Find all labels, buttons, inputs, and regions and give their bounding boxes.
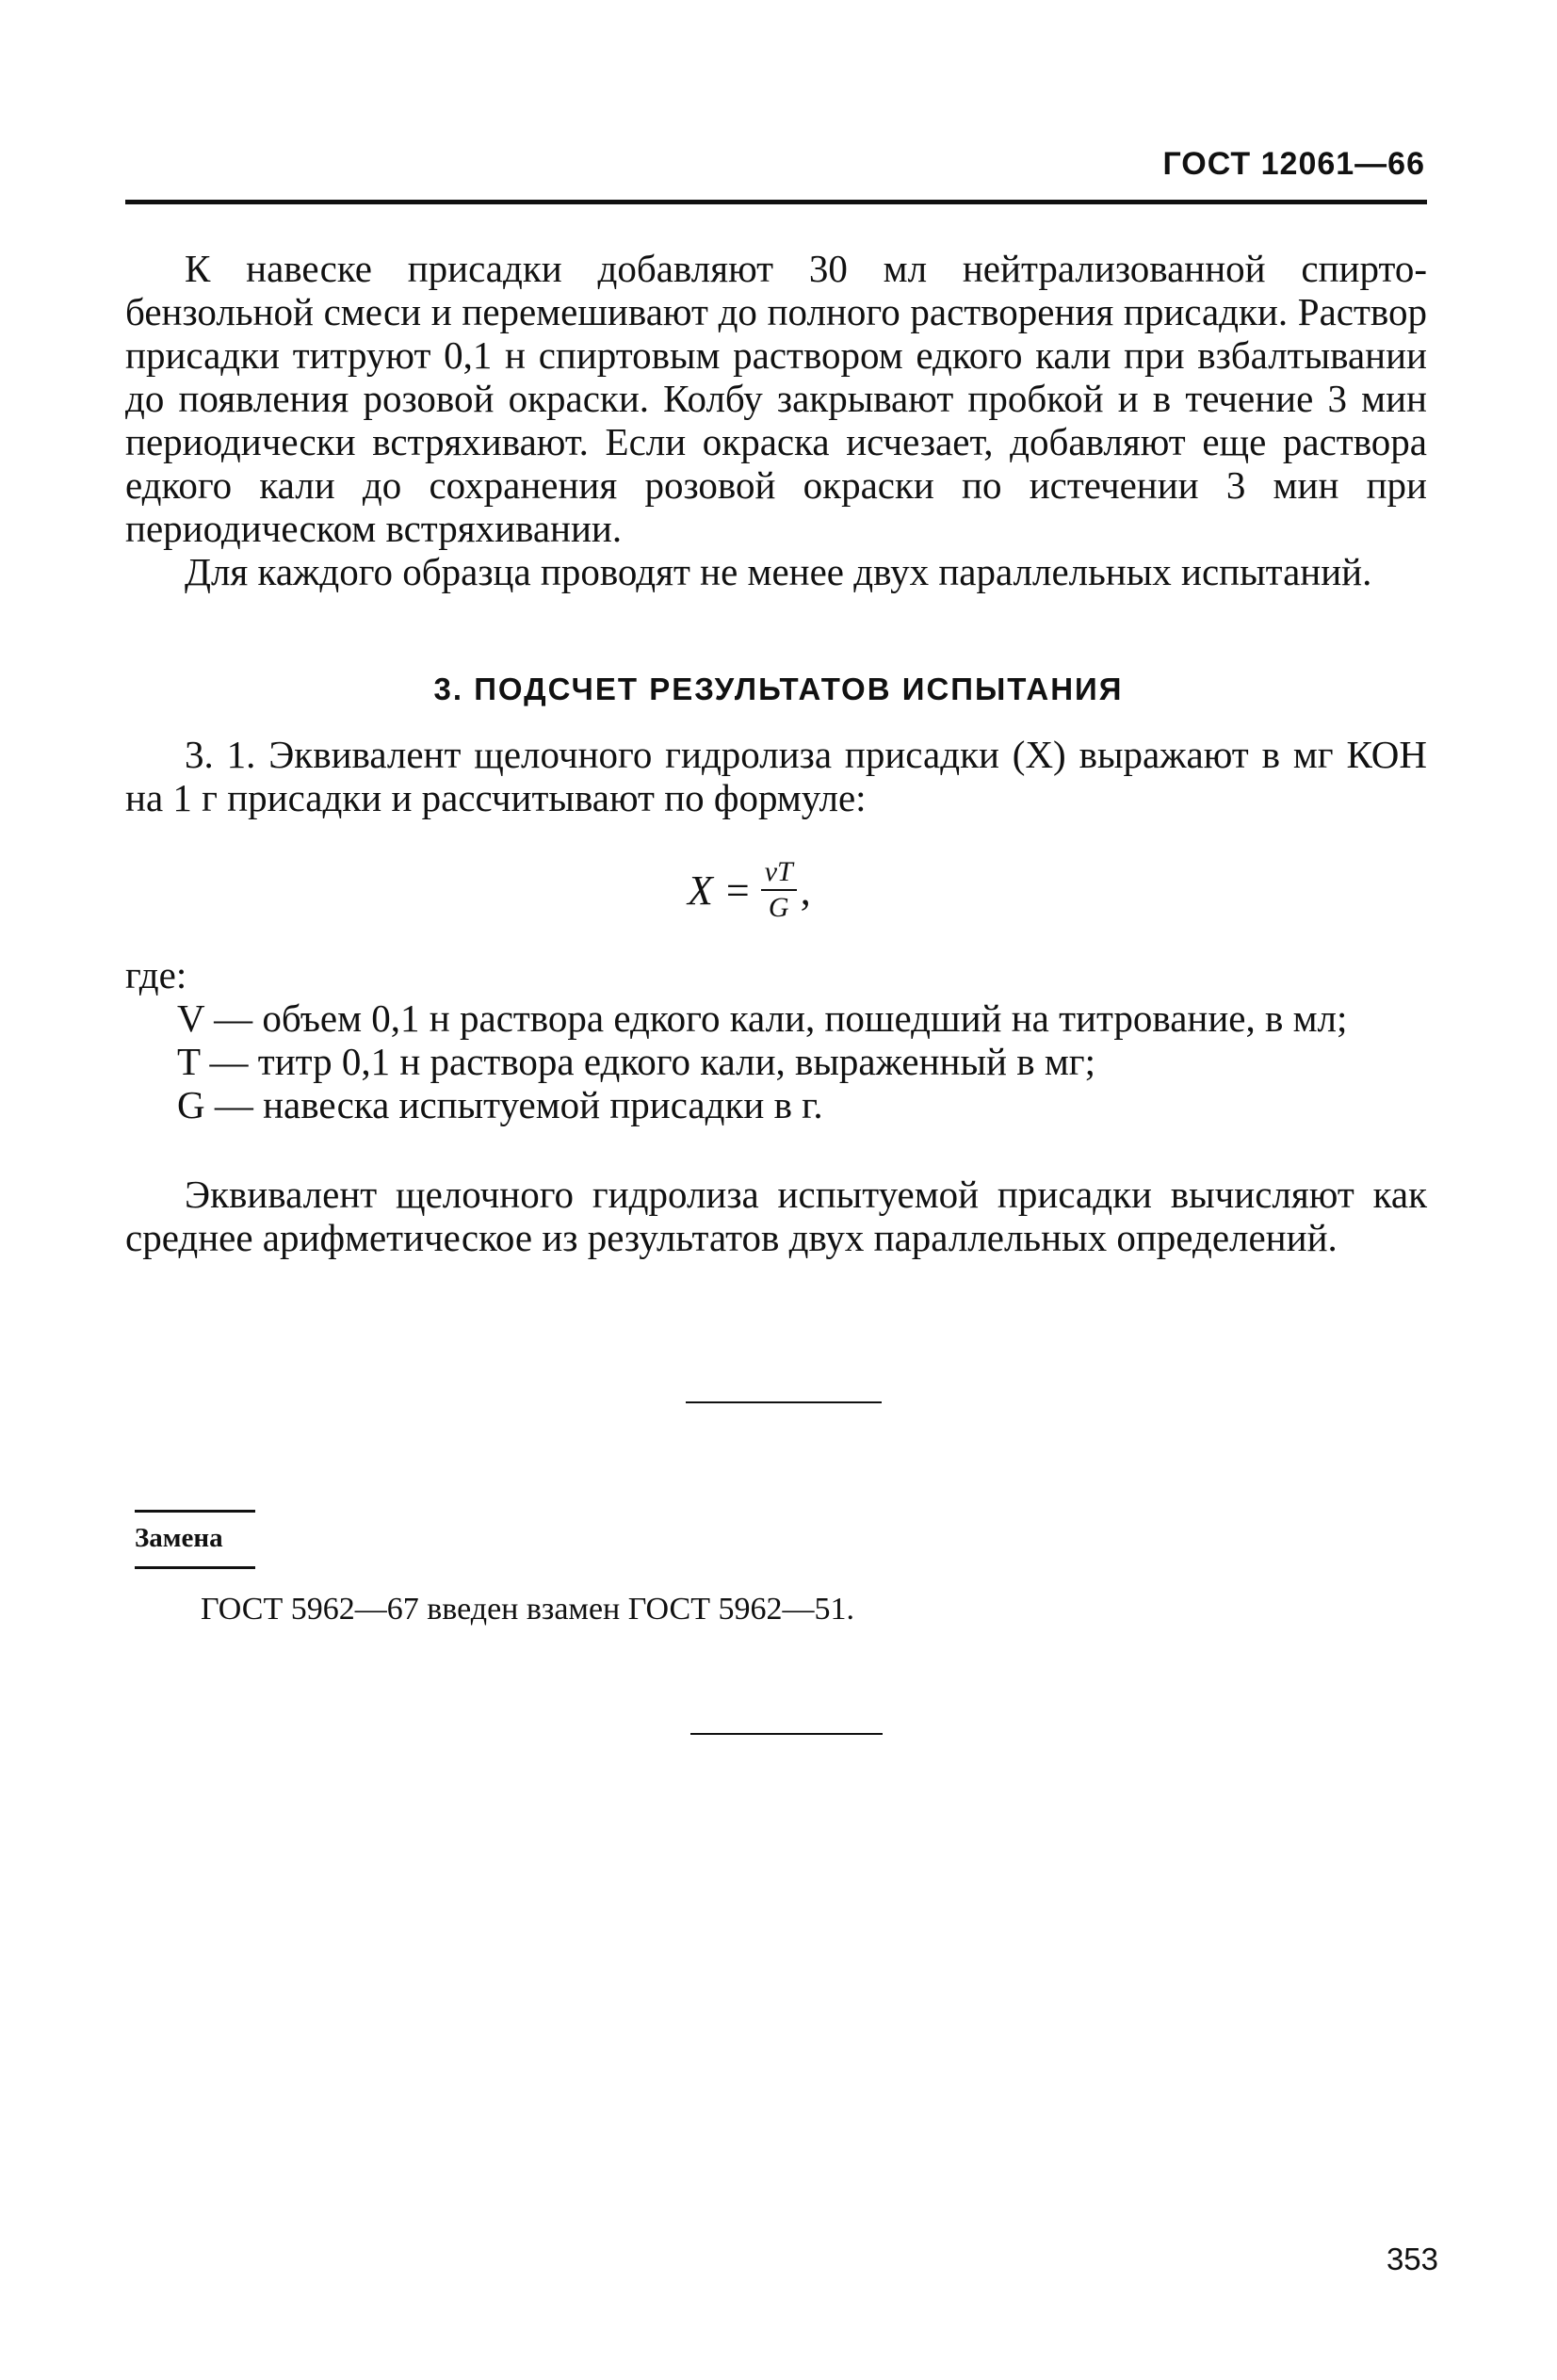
replacement-text: ГОСТ 5962—67 введен взамен ГОСТ 5962—51. (201, 1592, 854, 1627)
formula (688, 857, 811, 923)
intro-text (125, 247, 1427, 593)
intro-paragraph-2: Для каждого образца проводят не менее двух параллельных испытаний. (185, 550, 1372, 593)
replacement-rule-top (135, 1510, 255, 1513)
where-label: где: (125, 953, 187, 996)
closing-text (125, 1173, 1427, 1259)
formula-numerator: vT (761, 857, 797, 891)
formula-lhs: X (688, 866, 713, 914)
clause-text: 3. 1. Эквивалент щелочного гидролиза присадки (X) выражают в мг КОН на 1 г присадки и рассчитывают по формуле: (125, 733, 1427, 819)
separator-rule-2 (690, 1733, 883, 1735)
replacement-rule-bottom (135, 1566, 255, 1569)
definition-g: G — навеска испытуемой присадки в г. (177, 1083, 823, 1126)
standard-code: ГОСТ 12061—66 (1162, 146, 1425, 182)
replacement-label: Замена (135, 1523, 223, 1553)
intro-paragraph-1: К навеске присадки добавляют 30 мл нейтрализованной спирто-бензольной смеси и перемешивают до полного растворения присадки. Раствор присадки титруют 0,1 н спиртовым раствором едкого кали при взбалтывании до появления розовой окраски. Колбу закрывают пробкой и в течение 3 мин периодически встряхивают. Если окраска исчезает, добавляют еще раствора едкого кали до сохранения розовой окраски по истечении 3 мин при периодическом встряхивании. (125, 247, 1427, 550)
clause-3-1 (125, 733, 1427, 819)
formula-fraction (761, 857, 797, 923)
section-heading: 3. ПОДСЧЕТ РЕЗУЛЬТАТОВ ИСПЫТАНИЯ (433, 672, 1124, 706)
formula-denominator: G (768, 892, 789, 923)
closing-paragraph: Эквивалент щелочного гидролиза испытуемой присадки вычисляют как среднее арифметическое из результатов двух параллельных определений. (125, 1173, 1427, 1259)
header-rule (125, 200, 1427, 204)
definition-t: T — титр 0,1 н раствора едкого кали, выраженный в мг; (177, 1040, 1095, 1083)
formula-equals: = (725, 866, 750, 914)
separator-rule-1 (686, 1401, 882, 1403)
definition-v: V — объем 0,1 н раствора едкого кали, пошедший на титрование, в мл; (177, 996, 1348, 1040)
where-list (125, 953, 1427, 1126)
page-number: 353 (1386, 2242, 1438, 2276)
formula-trailing: , (800, 866, 811, 914)
